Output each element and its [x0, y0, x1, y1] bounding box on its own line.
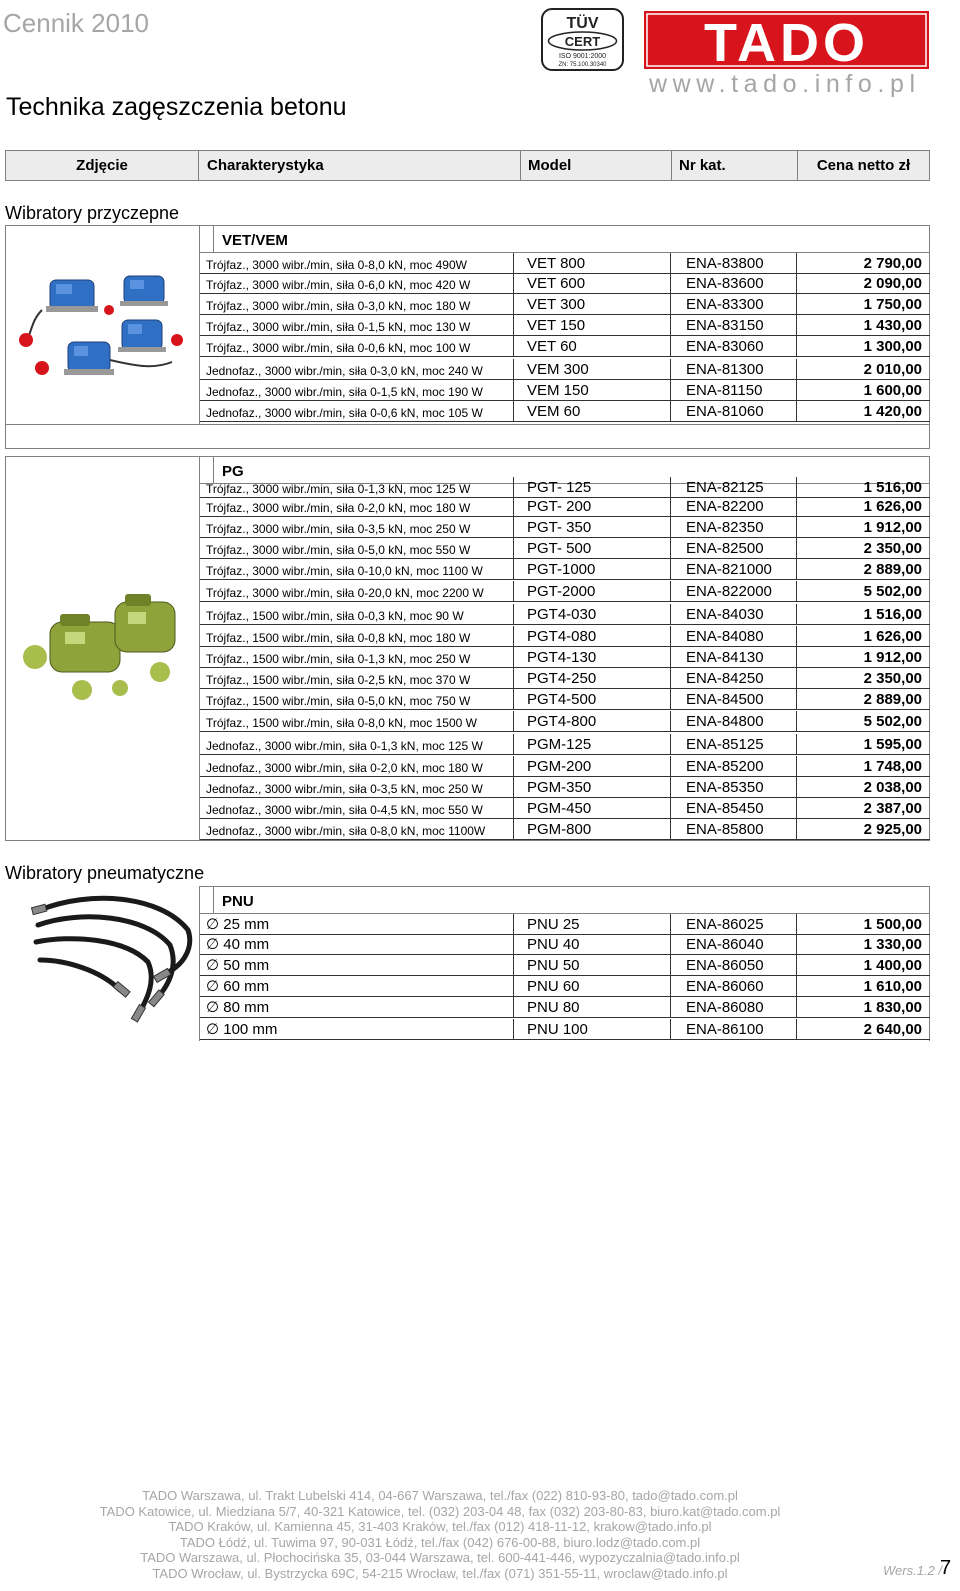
product-model: VET 800	[527, 255, 586, 272]
net-price: 1 626,00	[863, 498, 922, 515]
catalog-number: ENA-84800	[686, 713, 764, 730]
table-row	[200, 914, 930, 935]
net-price: 1 626,00	[863, 628, 922, 645]
net-price: 2 350,00	[863, 670, 922, 687]
net-price: 1 600,00	[863, 382, 922, 399]
product-description: Trójfaz., 1500 wibr./min, siła 0-0,8 kN, moc 180 W	[206, 631, 471, 645]
net-price: 5 502,00	[863, 583, 922, 600]
product-model: VEM 150	[527, 382, 589, 399]
column-header-nr: Nr kat.	[671, 150, 798, 181]
product-description: Jednofaz., 3000 wibr./min, siła 0-2,0 kN, moc 180 W	[206, 761, 483, 775]
product-description: Trójfaz., 3000 wibr./min, siła 0-1,3 kN, moc 125 W	[206, 482, 471, 496]
catalog-number: ENA-85350	[686, 779, 764, 796]
product-description: Trójfaz., 3000 wibr./min, siła 0-20,0 kN, moc 2200 W	[206, 586, 484, 600]
svg-text:ZN: 75.100.30340: ZN: 75.100.30340	[558, 62, 607, 68]
column-header-model: Model	[520, 150, 672, 181]
product-model: PNU 50	[527, 957, 580, 974]
catalog-number: ENA-81150	[686, 382, 763, 399]
table-row	[200, 1019, 930, 1040]
catalog-number: ENA-82350	[686, 519, 764, 536]
page-number: 7	[940, 1557, 952, 1579]
catalog-number: ENA-82200	[686, 498, 764, 515]
product-model: PGT4-080	[527, 628, 597, 645]
product-description: Jednofaz., 3000 wibr./min, siła 0-3,0 kN, moc 240 W	[206, 364, 483, 378]
table-row	[200, 273, 930, 294]
product-model: PGT4-250	[527, 670, 597, 687]
product-description: ∅ 80 mm	[206, 999, 270, 1016]
table-row	[200, 559, 930, 580]
product-description: Trójfaz., 1500 wibr./min, siła 0-5,0 kN, moc 750 W	[206, 694, 471, 708]
product-model: VEM 60	[527, 403, 581, 420]
svg-text:CERT: CERT	[564, 34, 601, 49]
footer-line: TADO Wrocław, ul. Bystrzycka 69C, 54-215 Wrocław, tel./fax (071) 351-55-11, wroclaw@tado.info.pl	[152, 1565, 728, 1581]
product-model: PNU 80	[527, 999, 580, 1016]
net-price: 1 830,00	[863, 999, 922, 1016]
table-row	[200, 336, 930, 357]
product-description: Jednofaz., 3000 wibr./min, siła 0-0,6 kN, moc 105 W	[206, 406, 483, 420]
net-price: 1 750,00	[863, 296, 922, 313]
section-title-pneumatyczne: Wibratory pneumatyczne	[5, 863, 205, 883]
blue-vibrators-photo	[12, 270, 184, 388]
net-price: 1 748,00	[863, 758, 922, 775]
table-row	[200, 538, 930, 559]
product-model: PGT-1000	[527, 561, 596, 578]
catalog-number: ENA-84030	[686, 606, 764, 623]
net-price: 2 387,00	[863, 800, 922, 817]
net-price: 2 350,00	[863, 540, 922, 557]
product-model: PGT4-130	[527, 649, 597, 666]
product-model: PGT-2000	[527, 583, 596, 600]
product-description: Jednofaz., 3000 wibr./min, siła 0-4,5 kN, moc 550 W	[206, 803, 483, 817]
product-model: PGT- 500	[527, 540, 592, 557]
net-price: 1 300,00	[863, 338, 922, 355]
footer-line: TADO Warszawa, ul. Trakt Lubelski 414, 04-667 Warszawa, tel./fax (022) 810-93-80, tado@tado.com.pl	[142, 1488, 738, 1503]
table-row	[200, 798, 930, 819]
group-label-pg: PG	[222, 463, 244, 480]
table-row	[200, 401, 930, 422]
catalog-number: ENA-83150	[686, 317, 764, 334]
product-model: PGM-450	[527, 800, 592, 817]
product-description: Trójfaz., 3000 wibr./min, siła 0-5,0 kN, moc 550 W	[206, 543, 471, 557]
product-model: PNU 100	[527, 1021, 588, 1038]
net-price: 5 502,00	[863, 713, 922, 730]
catalog-number: ENA-85200	[686, 758, 764, 775]
product-model: PGT- 350	[527, 519, 592, 536]
footer-line: TADO Łódź, ul. Tuwima 97, 90-031 Łódź, tel./fax (042) 676-00-88, biuro.lodz@tado.com.pl	[179, 1534, 701, 1550]
product-model: PGM-200	[527, 758, 592, 775]
net-price: 1 330,00	[863, 936, 922, 953]
product-description: Jednofaz., 3000 wibr./min, siła 0-1,3 kN, moc 125 W	[206, 739, 483, 753]
net-price: 1 912,00	[863, 649, 922, 666]
net-price: 1 516,00	[863, 606, 922, 623]
net-price: 1 430,00	[863, 317, 922, 334]
table-row	[200, 976, 930, 997]
product-description: Jednofaz., 3000 wibr./min, siła 0-8,0 kN, moc 1100W	[206, 824, 486, 838]
footer-line: TADO Kraków, ul. Kamienna 45, 31-403 Kraków, tel./fax (012) 418-11-12, krakow@tado.info.pl	[168, 1519, 712, 1534]
product-description: Trójfaz., 3000 wibr./min, siła 0-2,0 kN, moc 180 W	[206, 501, 471, 515]
table-row	[200, 777, 930, 798]
catalog-number: ENA-83060	[686, 338, 764, 355]
table-row	[200, 955, 930, 976]
pneumatic-hoses-photo	[30, 890, 195, 1025]
group-label-pnu: PNU	[222, 893, 254, 910]
product-model: PGM-800	[527, 821, 592, 838]
product-model: VET 600	[527, 275, 586, 292]
product-model: PNU 40	[527, 936, 580, 953]
svg-text:TÜV: TÜV	[566, 15, 599, 32]
catalog-number: ENA-86040	[686, 936, 764, 953]
net-price: 2 790,00	[863, 255, 922, 272]
product-description: Trójfaz., 3000 wibr./min, siła 0-10,0 kN, moc 1100 W	[206, 564, 483, 578]
table-row	[200, 604, 930, 625]
product-description: ∅ 25 mm	[206, 916, 270, 933]
table-row	[200, 997, 930, 1018]
product-model: PGM-350	[527, 779, 592, 796]
table-row	[200, 711, 930, 732]
group-label-vet: VET/VEM	[222, 232, 288, 249]
catalog-number: ENA-83300	[686, 296, 764, 313]
net-price: 2 090,00	[863, 275, 922, 292]
catalog-number: ENA-86080	[686, 999, 764, 1016]
catalog-number: ENA-81060	[686, 403, 764, 420]
net-price: 2 889,00	[863, 691, 922, 708]
product-model: PGM-125	[527, 736, 592, 753]
catalog-number: ENA-84250	[686, 670, 764, 687]
net-price: 2 038,00	[863, 779, 922, 796]
product-description: Trójfaz., 3000 wibr./min, siła 0-1,5 kN, moc 130 W	[206, 320, 471, 334]
product-model: PNU 25	[527, 916, 580, 933]
product-description: Trójfaz., 3000 wibr./min, siła 0-3,0 kN, moc 180 W	[206, 299, 471, 313]
net-price: 1 516,00	[863, 479, 922, 496]
product-description: Jednofaz., 3000 wibr./min, siła 0-1,5 kN, moc 190 W	[206, 385, 483, 399]
product-description: Trójfaz., 1500 wibr./min, siła 0-0,3 kN, moc 90 W	[206, 609, 464, 623]
footer-line: TADO Katowice, ul. Miedziana 5/7, 40-321 Katowice, tel. (032) 203-04 48, fax (032) 203-80-83, biuro.kat@tado.com.pl	[99, 1503, 781, 1519]
product-description: ∅ 40 mm	[206, 936, 270, 953]
net-price: 1 595,00	[863, 736, 922, 753]
net-price: 1 420,00	[863, 403, 922, 420]
net-price: 1 400,00	[863, 957, 922, 974]
net-price: 1 610,00	[863, 978, 922, 995]
table-row	[200, 315, 930, 336]
product-model: VET 60	[527, 338, 577, 355]
product-description: Trójfaz., 3000 wibr./min, siła 0-8,0 kN, moc 490W	[206, 258, 467, 272]
product-model: PGT4-800	[527, 713, 597, 730]
product-description: Trójfaz., 3000 wibr./min, siła 0-0,6 kN, moc 100 W	[206, 341, 471, 355]
catalog-number: ENA-83600	[686, 275, 764, 292]
table-row	[200, 934, 930, 955]
product-model: VET 150	[527, 317, 586, 334]
product-description: Jednofaz., 3000 wibr./min, siła 0-3,5 kN, moc 250 W	[206, 782, 483, 796]
table-row	[200, 496, 930, 517]
footer-line: TADO Warszawa, ul. Płochocińska 35, 03-044 Warszawa, tel. 600-441-446, wypozyczalnia@tado.info.pl	[140, 1550, 740, 1565]
svg-text:TADO: TADO	[704, 13, 869, 69]
price-list-year: Cennik 2010	[3, 8, 149, 38]
product-description: Trójfaz., 1500 wibr./min, siła 0-2,5 kN, moc 370 W	[206, 673, 471, 687]
section-title-przyczepne: Wibratory przyczepne	[5, 203, 180, 223]
table-row	[200, 581, 930, 602]
product-model: PGT- 125	[527, 479, 592, 496]
website-url: www.tado.info.pl	[649, 70, 921, 98]
catalog-number: ENA-822000	[686, 583, 772, 600]
catalog-number: ENA-84500	[686, 691, 764, 708]
product-model: VEM 300	[527, 361, 589, 378]
catalog-number: ENA-82500	[686, 540, 764, 557]
catalog-number: ENA-85125	[686, 736, 764, 753]
catalog-number: ENA-84130	[686, 649, 764, 666]
table-row	[200, 380, 930, 401]
version-label: Wers.1.2 /	[883, 1563, 943, 1578]
net-price: 2 889,00	[863, 561, 922, 578]
table-row	[200, 253, 930, 274]
product-model: PGT- 200	[527, 498, 592, 515]
footer-addresses	[60, 1488, 820, 1581]
catalog-number: ENA-81300	[686, 361, 764, 378]
green-vibrators-photo	[20, 592, 185, 704]
tado-logo	[644, 11, 929, 69]
product-model: VET 300	[527, 296, 586, 313]
table-row	[200, 647, 930, 668]
table-row	[200, 734, 930, 755]
table-row	[200, 626, 930, 647]
table-row	[200, 689, 930, 710]
catalog-number: ENA-84080	[686, 628, 764, 645]
table-row	[200, 756, 930, 777]
catalog-number: ENA-86025	[686, 916, 764, 933]
table-row	[200, 819, 930, 840]
product-model: PGT4-030	[527, 606, 597, 623]
page-title: Technika zagęszczenia betonu	[6, 93, 347, 121]
catalog-number: ENA-86060	[686, 978, 764, 995]
product-model: PGT4-500	[527, 691, 597, 708]
spacer-row	[5, 424, 930, 449]
table-row	[200, 668, 930, 689]
product-description: Trójfaz., 3000 wibr./min, siła 0-6,0 kN, moc 420 W	[206, 278, 471, 292]
column-header-desc: Charakterystyka	[198, 150, 521, 181]
catalog-number: ENA-86100	[686, 1021, 764, 1038]
net-price: 1 500,00	[863, 916, 922, 933]
catalog-number: ENA-86050	[686, 957, 764, 974]
product-description: Trójfaz., 1500 wibr./min, siła 0-8,0 kN, moc 1500 W	[206, 716, 477, 730]
catalog-number: ENA-821000	[686, 561, 772, 578]
column-header-price: Cena netto zł	[797, 150, 930, 181]
product-description: ∅ 60 mm	[206, 978, 270, 995]
catalog-number: ENA-82125	[686, 479, 764, 496]
product-description: ∅ 50 mm	[206, 957, 270, 974]
product-description: Trójfaz., 1500 wibr./min, siła 0-1,3 kN, moc 250 W	[206, 652, 471, 666]
catalog-number: ENA-85450	[686, 800, 764, 817]
table-row	[200, 359, 930, 380]
svg-text:ISO 9001:2000: ISO 9001:2000	[558, 53, 607, 60]
net-price: 2 640,00	[863, 1021, 922, 1038]
table-row	[200, 477, 930, 498]
catalog-number: ENA-83800	[686, 255, 764, 272]
tuv-cert-seal	[541, 8, 624, 71]
table-row	[200, 517, 930, 538]
column-header-photo: Zdjęcie	[5, 150, 199, 181]
net-price: 2 010,00	[863, 361, 922, 378]
net-price: 2 925,00	[863, 821, 922, 838]
table-row	[200, 294, 930, 315]
product-model: PNU 60	[527, 978, 580, 995]
product-description: Trójfaz., 3000 wibr./min, siła 0-3,5 kN, moc 250 W	[206, 522, 471, 536]
catalog-number: ENA-85800	[686, 821, 764, 838]
product-description: ∅ 100 mm	[206, 1021, 278, 1038]
net-price: 1 912,00	[863, 519, 922, 536]
